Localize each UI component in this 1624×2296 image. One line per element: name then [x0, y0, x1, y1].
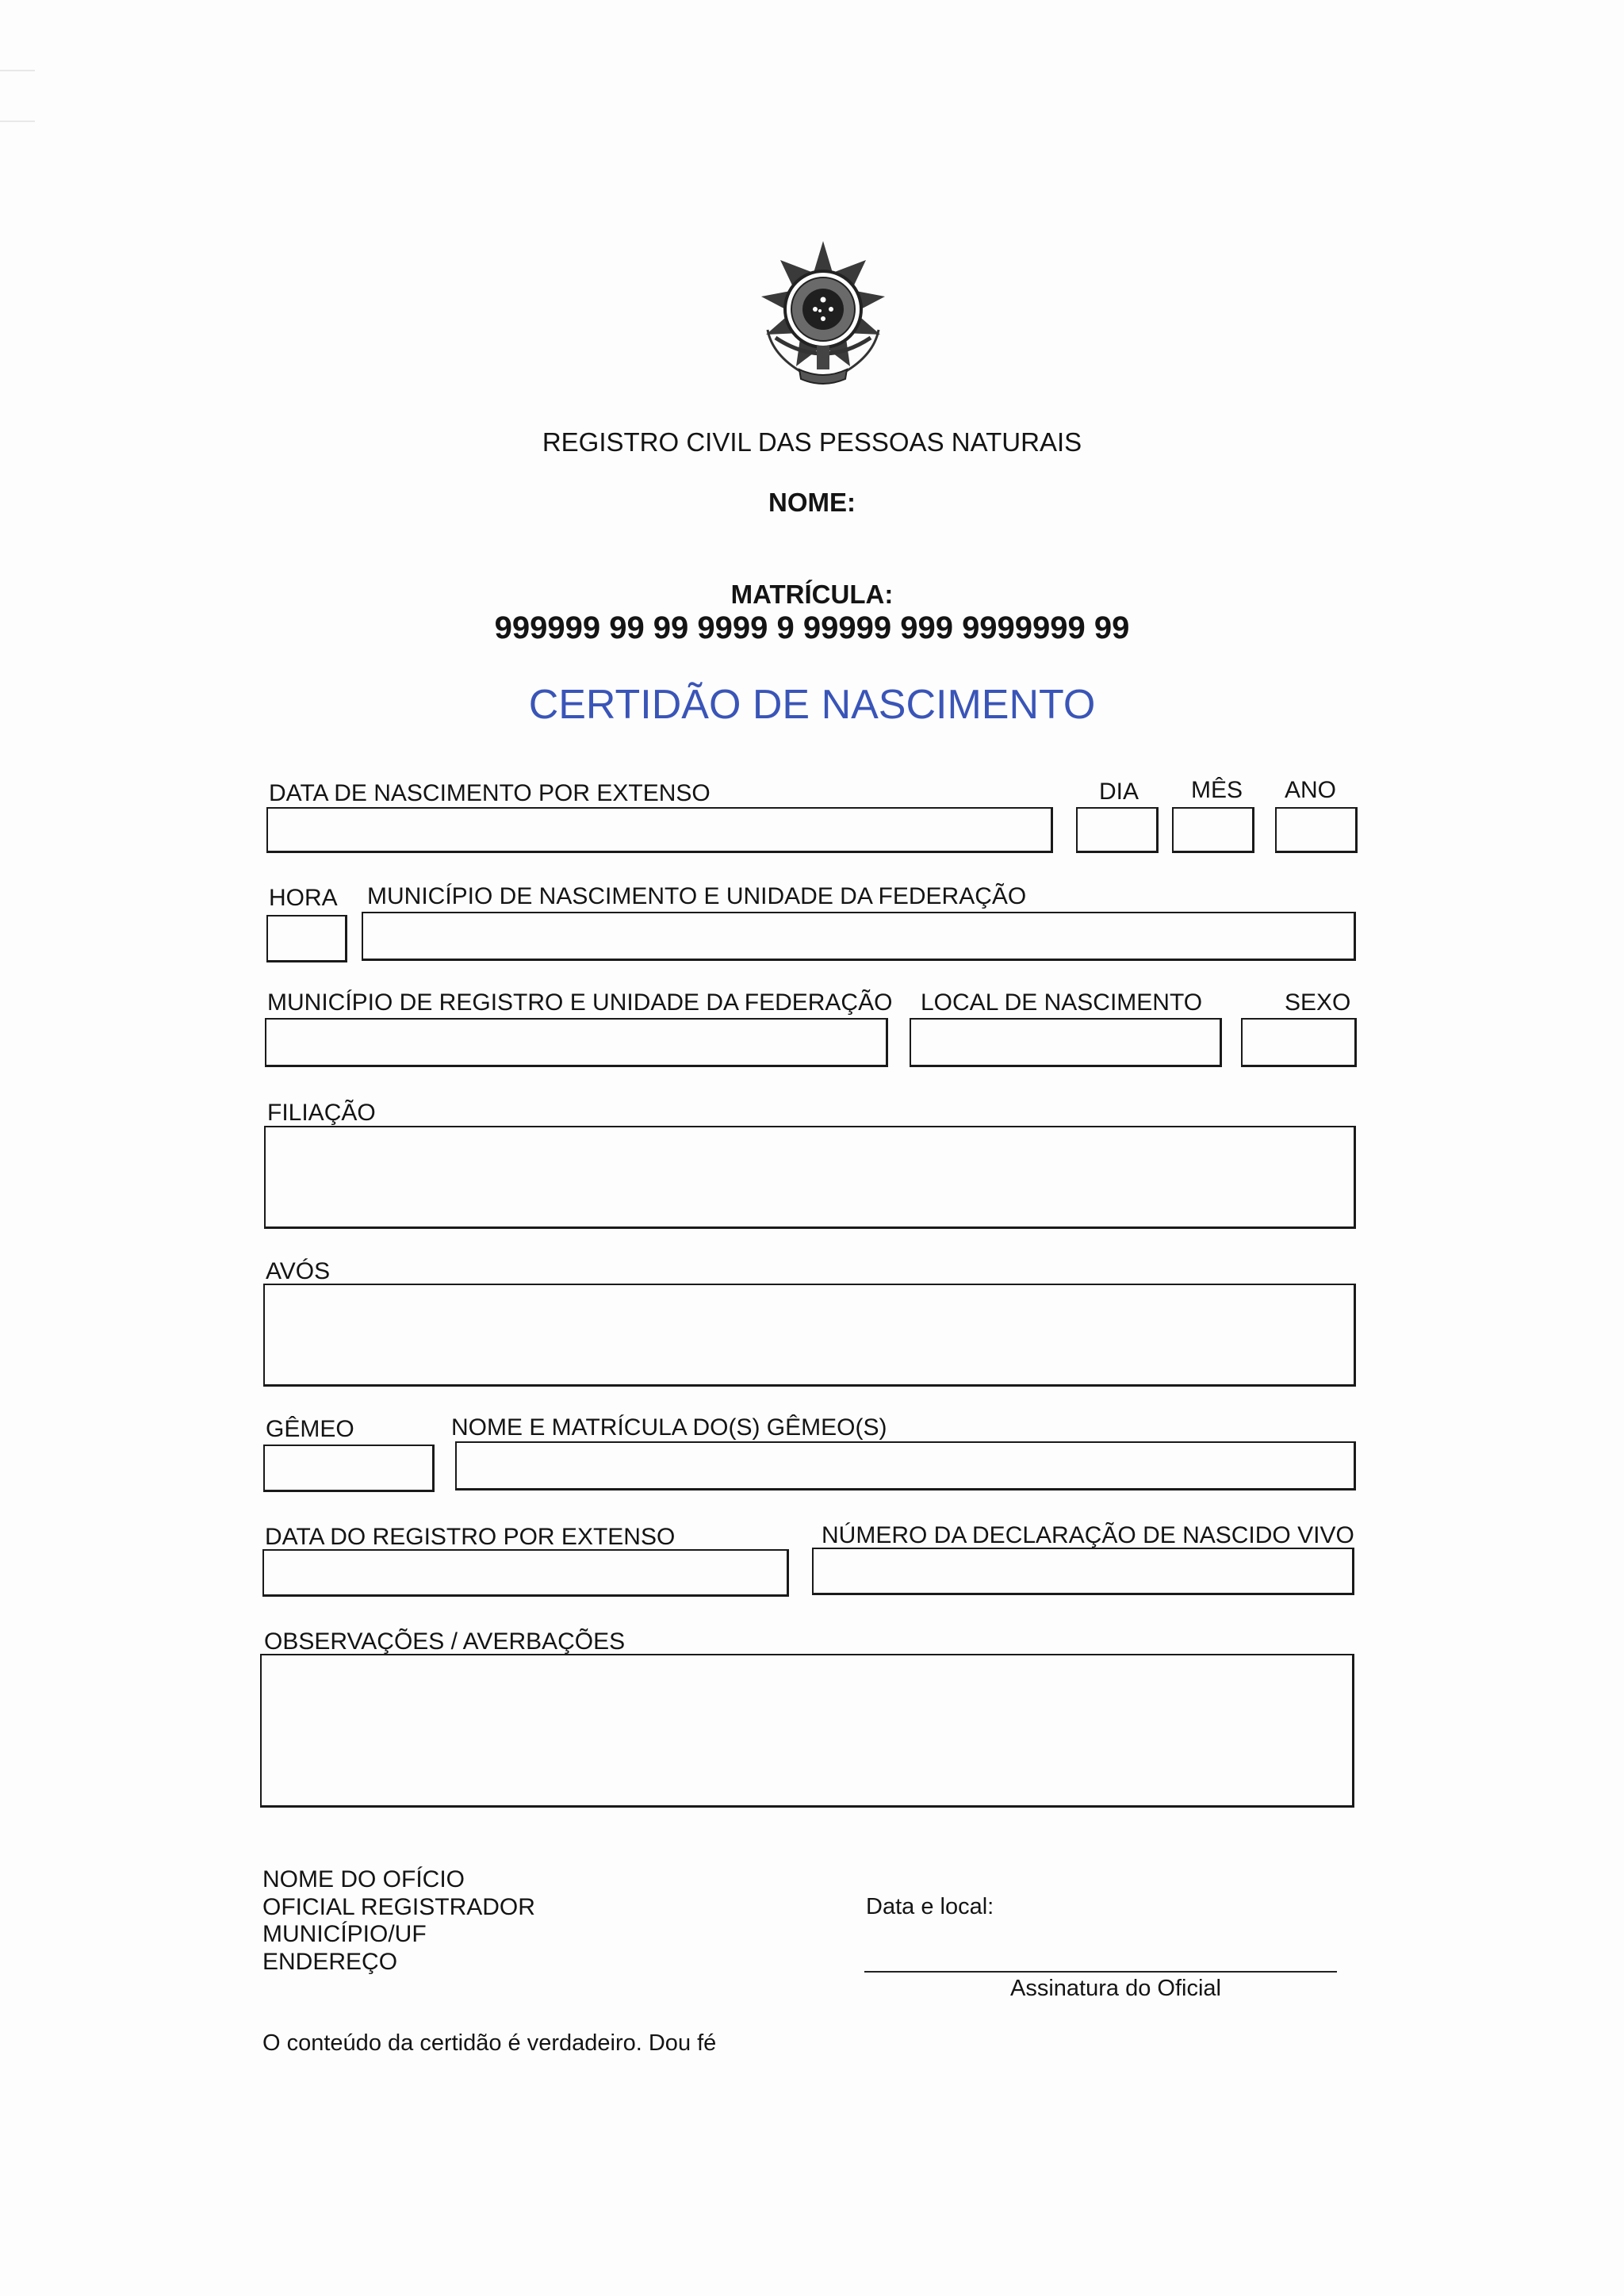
- birth-place-label: LOCAL DE NASCIMENTO: [921, 989, 1203, 1016]
- registry-heading: REGISTRO CIVIL DAS PESSOAS NATURAIS: [542, 427, 1082, 457]
- sex-field[interactable]: [1241, 1018, 1357, 1067]
- registry-date-text-label: DATA DO REGISTRO POR EXTENSO: [265, 1524, 676, 1550]
- day-field[interactable]: [1076, 807, 1159, 853]
- live-birth-declaration-label: NÚMERO DA DECLARAÇÃO DE NASCIDO VIVO: [822, 1522, 1354, 1548]
- year-label: ANO: [1285, 777, 1337, 803]
- twin-field[interactable]: [263, 1445, 435, 1492]
- birth-date-text-label: DATA DE NASCIMENTO POR EXTENSO: [269, 780, 710, 806]
- birth-municipality-label: MUNICÍPIO DE NASCIMENTO E UNIDADE DA FEDERAÇÃO: [367, 883, 1027, 909]
- month-label: MÊS: [1191, 777, 1243, 803]
- hour-field[interactable]: [266, 915, 347, 962]
- birth-place-field[interactable]: [910, 1018, 1222, 1067]
- registry-municipality-field[interactable]: [265, 1018, 888, 1067]
- registry-municipality-label: MUNICÍPIO DE REGISTRO E UNIDADE DA FEDERAÇÃO: [267, 989, 893, 1016]
- day-label: DIA: [1099, 779, 1139, 805]
- scan-edge-mark: [0, 70, 35, 71]
- office-municipality: MUNICÍPIO/UF: [262, 1921, 427, 1947]
- grandparents-label: AVÓS: [266, 1258, 331, 1284]
- signature-label: Assinatura do Oficial: [1010, 1976, 1221, 2001]
- twin-names-field[interactable]: [455, 1441, 1356, 1490]
- attestation-text: O conteúdo da certidão é verdadeiro. Dou fé: [262, 2030, 717, 2056]
- matricula-value: 999999 99 99 9999 9 99999 999 9999999 99: [494, 610, 1130, 645]
- hour-label: HORA: [269, 885, 338, 911]
- month-field[interactable]: [1172, 807, 1254, 853]
- birth-municipality-field[interactable]: [362, 912, 1356, 961]
- parents-field[interactable]: [264, 1126, 1356, 1229]
- signature-line[interactable]: [864, 1971, 1337, 1973]
- notes-label: OBSERVAÇÕES / AVERBAÇÕES: [264, 1628, 626, 1655]
- date-place-label: Data e local:: [866, 1894, 994, 1919]
- office-name: NOME DO OFÍCIO: [262, 1866, 465, 1892]
- office-registrar: OFICIAL REGISTRADOR: [262, 1893, 535, 1920]
- document-title: CERTIDÃO DE NASCIMENTO: [528, 682, 1096, 728]
- scan-edge-mark: [0, 121, 35, 122]
- matricula-label: MATRÍCULA:: [730, 580, 894, 609]
- live-birth-declaration-field[interactable]: [812, 1548, 1354, 1595]
- birth-date-text-field[interactable]: [266, 807, 1053, 853]
- parents-label: FILIAÇÃO: [267, 1100, 376, 1126]
- grandparents-field[interactable]: [263, 1284, 1356, 1387]
- twin-names-label: NOME E MATRÍCULA DO(S) GÊMEO(S): [451, 1414, 887, 1441]
- name-label: NOME:: [768, 488, 856, 517]
- year-field[interactable]: [1275, 807, 1358, 853]
- coat-of-arms-icon: [744, 236, 902, 395]
- sex-label: SEXO: [1285, 989, 1351, 1016]
- registry-date-text-field[interactable]: [262, 1549, 789, 1597]
- office-info-block: [262, 1866, 535, 1976]
- twin-label: GÊMEO: [266, 1416, 354, 1442]
- notes-field[interactable]: [260, 1654, 1354, 1808]
- office-address: ENDEREÇO: [262, 1948, 398, 1975]
